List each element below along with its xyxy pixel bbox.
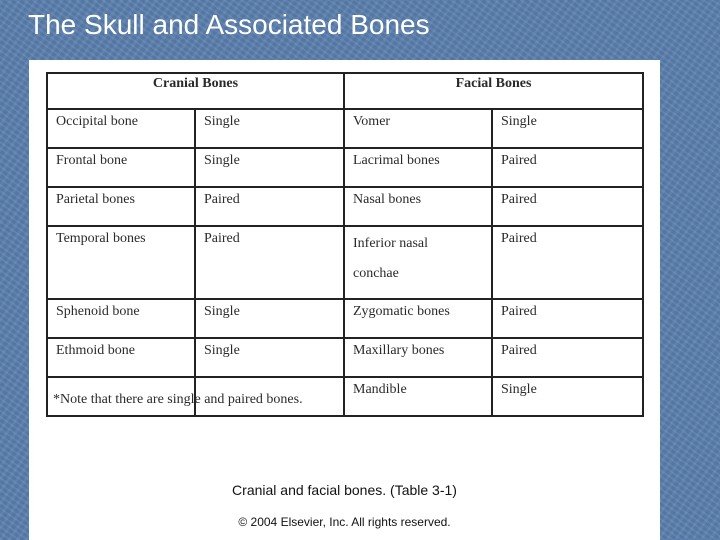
table-row [47, 148, 643, 187]
facial-bone-cell: Nasal bones [344, 187, 492, 226]
table-row [47, 338, 643, 377]
slide-title: The Skull and Associated Bones [28, 9, 430, 40]
facial-bone-cell: Mandible [344, 377, 492, 416]
facial-bone-cell [344, 226, 492, 299]
cranial-bone-cell: Sphenoid bone [47, 299, 195, 338]
facial-type-cell: Paired [492, 299, 643, 338]
bones-table [46, 72, 644, 417]
facial-type-cell: Paired [492, 148, 643, 187]
header-cranial-bones: Cranial Bones [47, 73, 344, 109]
facial-bone-cell: Vomer [344, 109, 492, 148]
cranial-type-cell: Single [195, 109, 344, 148]
cranial-type-cell: Single [195, 299, 344, 338]
facial-bone-cell: Lacrimal bones [344, 148, 492, 187]
cranial-type-cell: Paired [195, 226, 344, 299]
table-row [47, 299, 643, 338]
facial-bone-cell: Zygomatic bones [344, 299, 492, 338]
facial-bone-line: conchae [353, 266, 399, 281]
cranial-type-cell: Single [195, 338, 344, 377]
header-facial-bones: Facial Bones [344, 73, 643, 109]
facial-type-cell: Paired [492, 226, 643, 299]
table-header-row [47, 73, 643, 109]
table-figure [29, 60, 660, 540]
cranial-bone-cell: Parietal bones [47, 187, 195, 226]
cranial-bone-cell: Occipital bone [47, 109, 195, 148]
facial-bone-cell: Maxillary bones [344, 338, 492, 377]
cranial-bone-cell: Frontal bone [47, 148, 195, 187]
facial-type-cell: Single [492, 377, 643, 416]
figure-caption: Cranial and facial bones. (Table 3-1) [232, 482, 457, 498]
facial-type-cell: Single [492, 109, 643, 148]
table-row [47, 187, 643, 226]
cranial-bone-cell: Temporal bones [47, 226, 195, 299]
table-row [47, 109, 643, 148]
facial-type-cell: Paired [492, 187, 643, 226]
cranial-type-cell: Paired [195, 187, 344, 226]
table-row [47, 226, 643, 299]
facial-bone-line: Inferior nasal [353, 236, 429, 251]
copyright-notice: © 2004 Elsevier, Inc. All rights reserved. [238, 515, 451, 529]
cranial-bone-cell: Ethmoid bone [47, 338, 195, 377]
table-note: *Note that there are single and paired bones. [53, 392, 303, 407]
cranial-type-cell: Single [195, 148, 344, 187]
facial-type-cell: Paired [492, 338, 643, 377]
